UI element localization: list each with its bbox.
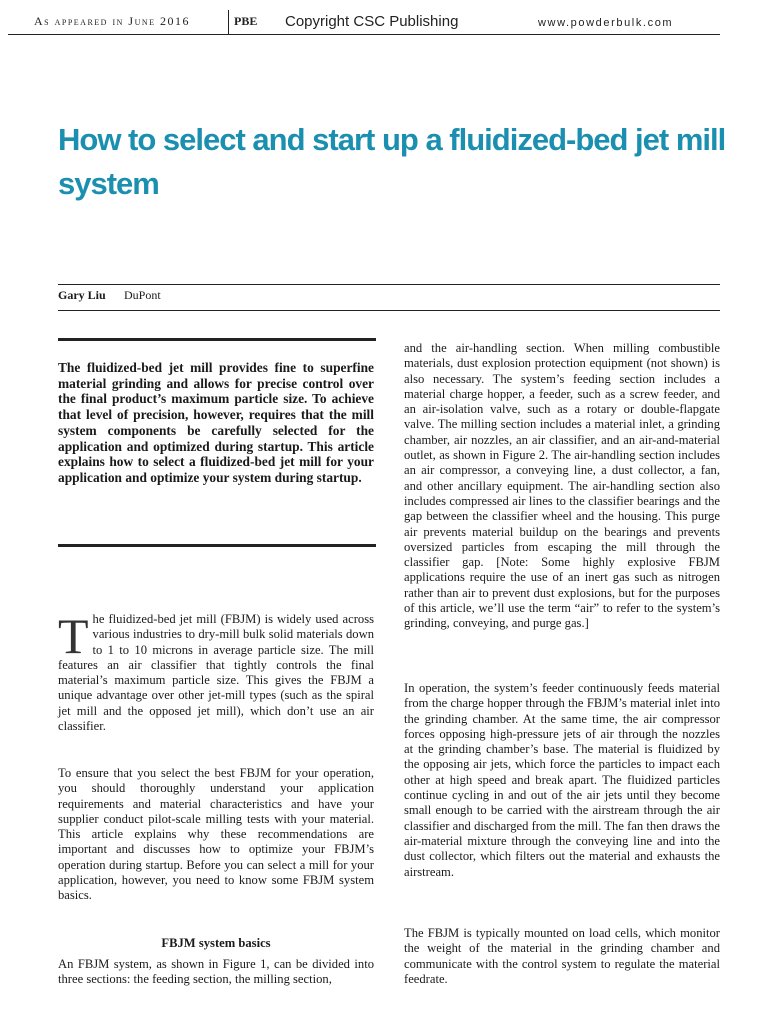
right-paragraph-1: and the air-handling section. When milling combustible materials, dust explosion protection equipment (not shown) is also necessary. The system’s feeding section includes a material charge hopper, a feeder, such as a screw feeder, and an air-isolation valve, such as a rotary or double-flapgate valve. The milling section includes a material inlet, a grinding chamber, air nozzles, an air classifier, and an air-and-material outlet, as shown in Figure 2. The air-handling section includes an air compressor, a conveying line, a dust collector, a fan, and other ancillary equipment. The air-handling section also includes compressed air lines to the classifier bearings and the gap between the classifier wheel and the housing. This purge air prevents material buildup on the bearings and prevents oversized particles from escaping the mill through the classifier gap. [Note: Some highly explosive FBJM applications require the use of an inert gas such as nitrogen rather than air to prevent dust explosions, but for the purposes of this article, we’ll use the term “air” to refer to the system’s grinding, conveying, and purge gas.] bbox=[404, 341, 720, 631]
author-affiliation: DuPont bbox=[124, 288, 161, 302]
drop-cap: T bbox=[58, 608, 89, 664]
section-heading: FBJM system basics bbox=[161, 936, 271, 950]
right-paragraph-3-block bbox=[404, 926, 720, 987]
byline-rule-top bbox=[58, 284, 720, 285]
right-paragraph-2: In operation, the system’s feeder continuously feeds material from the charge hopper through the FBJM’s material inlet into the grinding chamber. At the same time, the air compressor forces opposing high-pressure jets of air through the nozzles at the grinding chamber’s base. The material is fluidized by the opposing air jets, which force the particles to impact each other at high speed and break apart. The fluidized particles continue cycling in and out of the air jets until they become small enough to be carried with the airstream through the air classifier and discharged from the mill. The fan then draws the air-material mixture through the conveying line and into the dust collector, which filters out the material and exhausts the airstream. bbox=[404, 681, 720, 879]
right-paragraph-1-block bbox=[404, 341, 720, 632]
page-header bbox=[0, 0, 768, 40]
journal-abbrev: PBE bbox=[234, 14, 258, 28]
issue-line: As appeared in June 2016 bbox=[34, 14, 191, 28]
body-paragraph-3: An FBJM system, as shown in Figure 1, can be divided into three sections: the feeding section, the milling section, bbox=[58, 957, 374, 987]
website-url[interactable]: www.powderbulk.com bbox=[538, 17, 674, 29]
body-paragraph-2: To ensure that you select the best FBJM for your operation, you should thoroughly understand your application requirements and material characteristics and have your supplier conduct pilot-scale milling tests with your material. This article explains why these recommendations are important and discusses how to optimize your FBJM’s operation during startup. Before you can select a mill for your application, however, you need to know some FBJM system basics. bbox=[58, 766, 374, 903]
article-abstract: The fluidized-bed jet mill provides fine to superfine material grinding and allows for precise control over the final product’s maximum particle size. To achieve that level of precision, however, requires that the mill system components be carefully selected for the application and optimized during startup. This article explains how to select a fluidized-bed jet mill for your application and optimize your system during startup. bbox=[58, 360, 374, 485]
abstract-rule-bottom bbox=[58, 544, 376, 547]
article-title: How to select and start up a fluidized-bed jet mill system bbox=[58, 122, 726, 201]
header-rule bbox=[8, 34, 720, 35]
right-paragraph-2-block bbox=[404, 681, 720, 880]
intro-text: he fluidized-bed jet mill (FBJM) is widely used across various industries to dry-mill bulk solid materials down to 1 to 10 microns in average particle size. The mill features an air classifier that tightly controls the final material’s maximum particle size. This gives the FBJM a unique advantage over other jet-mill types (such as the spiral jet mill and the opposed jet mill), which don’t use an air classifier. bbox=[58, 612, 374, 734]
intro-paragraph-block bbox=[58, 608, 374, 734]
header-divider bbox=[228, 10, 229, 34]
intro-paragraph bbox=[58, 608, 374, 734]
copyright-notice: Copyright CSC Publishing bbox=[285, 13, 459, 30]
third-paragraph-block bbox=[58, 957, 374, 988]
right-paragraph-3: The FBJM is typically mounted on load cells, which monitor the weight of the material in the grinding chamber and communicate with the control system to regulate the material feedrate. bbox=[404, 926, 720, 986]
byline-rule-bottom bbox=[58, 310, 720, 311]
abstract-rule-top bbox=[58, 338, 376, 341]
second-paragraph-block bbox=[58, 766, 374, 904]
author-name: Gary Liu bbox=[58, 288, 106, 302]
